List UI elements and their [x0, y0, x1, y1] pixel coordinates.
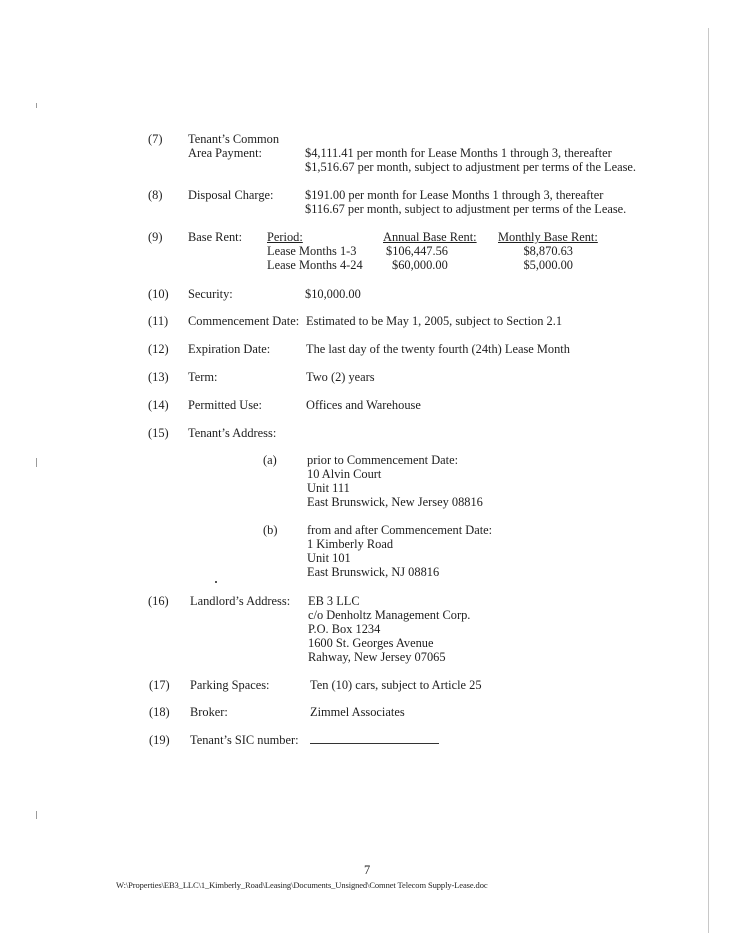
address-line: from and after Commencement Date: [307, 523, 493, 537]
item-number: (16) [148, 594, 169, 608]
address-line: Unit 111 [307, 481, 350, 495]
item-label: Term: [188, 370, 218, 384]
footer-file-path: W:\Properties\EB3_LLC\1_Kimberly_Road\Leasing\Documents_Unsigned\Comnet Telecom Supply-Lease.doc [116, 880, 488, 890]
base-rent-annual: $106,447.56 [386, 244, 448, 258]
base-rent-annual: $60,000.00 [392, 258, 448, 272]
base-rent-monthly: $5,000.00 [523, 258, 573, 272]
item-number: (7) [148, 132, 163, 146]
item-label-continued: Area Payment: [188, 146, 262, 160]
scan-edge-line [708, 28, 709, 933]
item-number: (13) [148, 370, 169, 384]
address-line: East Brunswick, New Jersey 08816 [307, 495, 483, 509]
item-label: Security: [188, 287, 233, 301]
item-value: Estimated to be May 1, 2005, subject to Section 2.1 [306, 314, 563, 328]
item-number: (9) [148, 230, 163, 244]
address-line: 10 Alvin Court [307, 467, 382, 481]
address-line: EB 3 LLC [308, 594, 360, 608]
item-label: Permitted Use: [188, 398, 262, 412]
item-label: Tenant’s SIC number: [190, 733, 299, 747]
item-value: Offices and Warehouse [306, 398, 421, 412]
item-value-line: $116.67 per month, subject to adjustment per terms of the Lease. [305, 202, 627, 216]
scan-speck [215, 581, 217, 583]
address-line: Rahway, New Jersey 07065 [308, 650, 446, 664]
sic-number-blank-line [310, 743, 439, 744]
item-number: (18) [149, 705, 170, 719]
address-line: Unit 101 [307, 551, 351, 565]
scan-speck [36, 103, 37, 108]
base-rent-header-monthly: Monthly Base Rent: [498, 230, 598, 244]
item-value: $10,000.00 [305, 287, 361, 301]
base-rent-period: Lease Months 4-24 [267, 258, 363, 272]
item-label: Expiration Date: [188, 342, 271, 356]
scan-speck [36, 811, 37, 819]
item-value-line: $4,111.41 per month for Lease Months 1 through 3, thereafter [305, 146, 612, 160]
item-number: (19) [149, 733, 170, 747]
item-label: Landlord’s Address: [190, 594, 291, 608]
item-value: Ten (10) cars, subject to Article 25 [310, 678, 482, 692]
item-value-line: $191.00 per month for Lease Months 1 through 3, thereafter [305, 188, 604, 202]
item-label: Tenant’s Address: [188, 426, 277, 440]
item-value: The last day of the twenty fourth (24th) Lease Month [306, 342, 570, 356]
base-rent-header-period: Period: [267, 230, 303, 244]
item-value: Two (2) years [306, 370, 375, 384]
item-label: Commencement Date: [188, 314, 300, 328]
item-number: (17) [149, 678, 170, 692]
page-number: 7 [364, 863, 371, 877]
item-label: Broker: [190, 705, 228, 719]
item-number: (14) [148, 398, 169, 412]
address-line: 1600 St. Georges Avenue [308, 636, 434, 650]
item-number: (8) [148, 188, 163, 202]
base-rent-period: Lease Months 1-3 [267, 244, 357, 258]
item-label: Disposal Charge: [188, 188, 274, 202]
address-line: 1 Kimberly Road [307, 537, 394, 551]
item-number: (15) [148, 426, 169, 440]
address-marker-b: (b) [263, 523, 278, 537]
base-rent-monthly: $8,870.63 [523, 244, 573, 258]
scan-speck [36, 458, 37, 467]
item-number: (11) [148, 314, 169, 328]
item-label: Tenant’s Common [188, 132, 280, 146]
address-line: c/o Denholtz Management Corp. [308, 608, 471, 622]
item-number: (10) [148, 287, 169, 301]
item-value: Zimmel Associates [310, 705, 405, 719]
item-label: Base Rent: [188, 230, 243, 244]
item-value-line: $1,516.67 per month, subject to adjustment per terms of the Lease. [305, 160, 637, 174]
address-line: East Brunswick, NJ 08816 [307, 565, 440, 579]
address-line: P.O. Box 1234 [308, 622, 381, 636]
base-rent-header-annual: Annual Base Rent: [383, 230, 477, 244]
item-label: Parking Spaces: [190, 678, 270, 692]
item-number: (12) [148, 342, 169, 356]
address-marker-a: (a) [263, 453, 277, 467]
address-line: prior to Commencement Date: [307, 453, 459, 467]
